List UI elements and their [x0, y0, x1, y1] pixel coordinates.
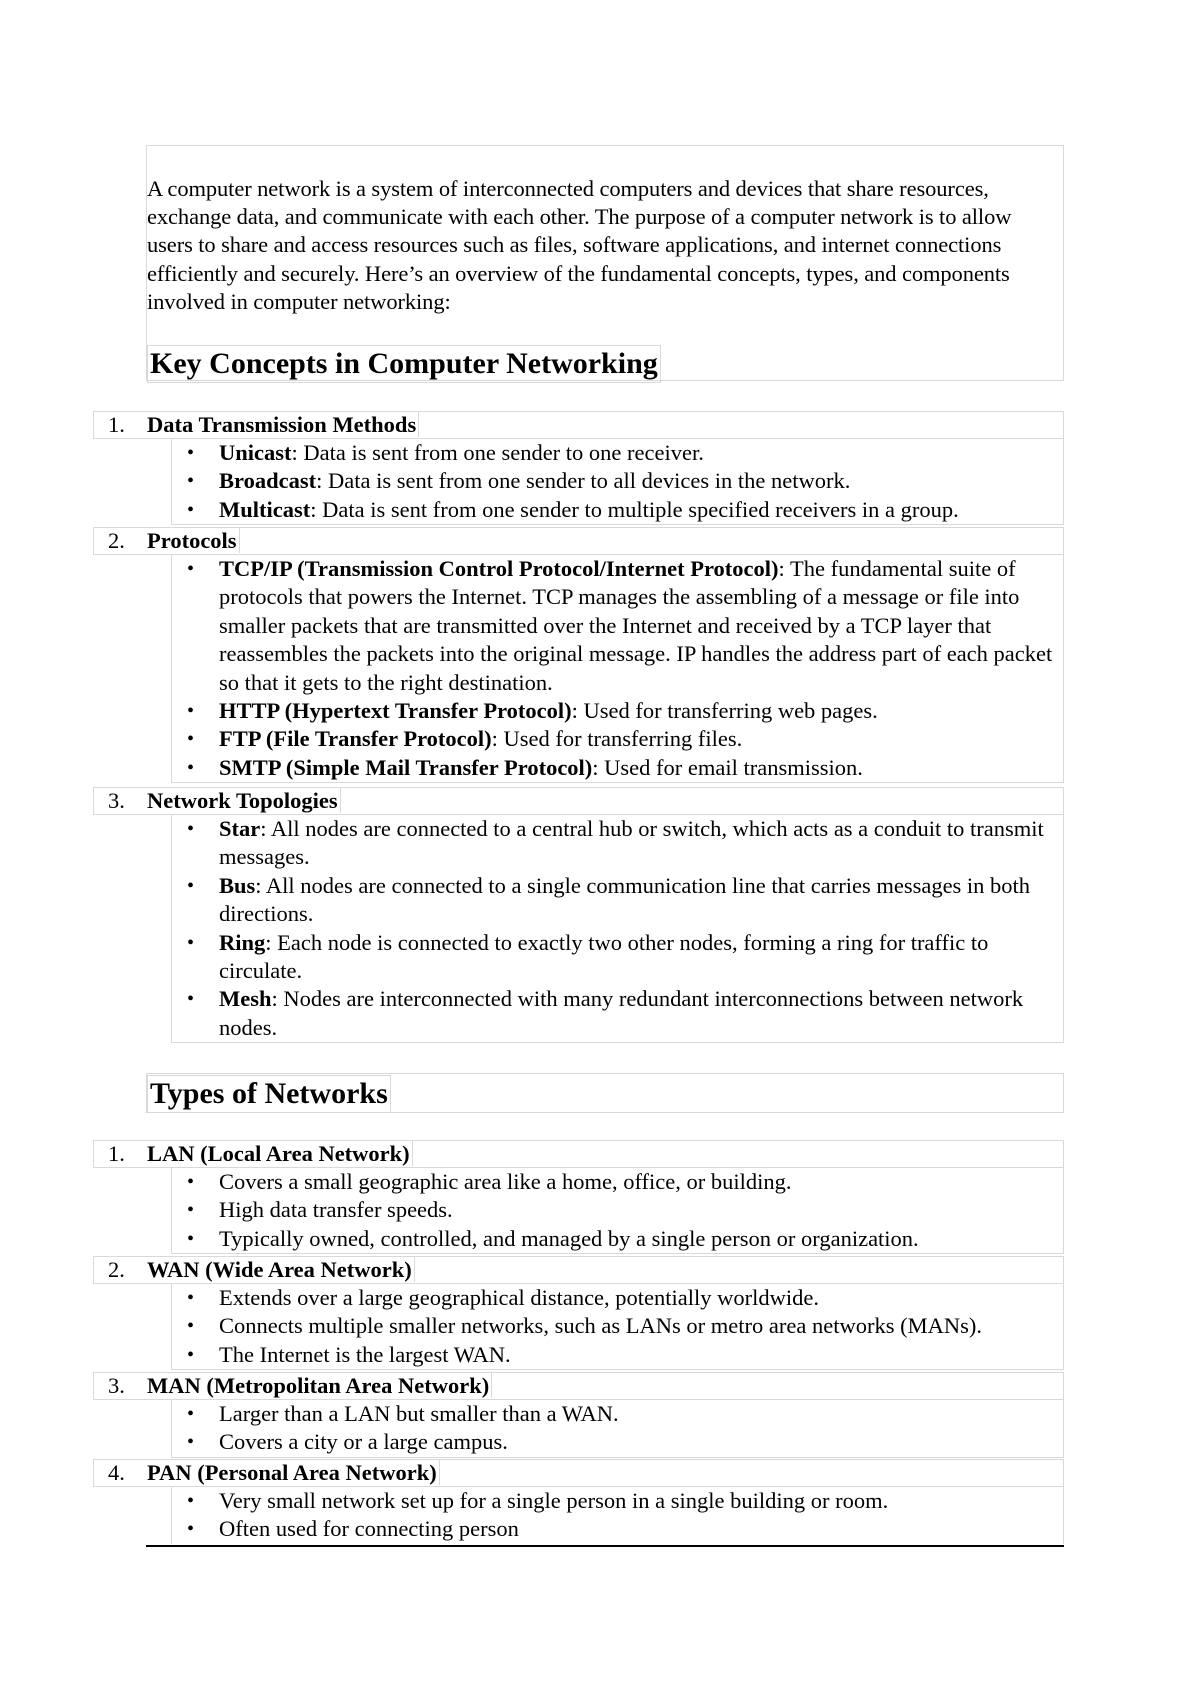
list-item [172, 496, 1063, 524]
bullet-icon: • [187, 470, 195, 493]
item-number: 1. [108, 412, 125, 437]
item-number: 3. [108, 1373, 125, 1398]
bullet-icon: • [187, 558, 195, 580]
list-item [172, 1284, 1063, 1312]
bullet-list [171, 1284, 1064, 1370]
list-item [172, 1168, 1063, 1196]
list-item-number [93, 1459, 1064, 1487]
description: : Used for transferring files. [491, 726, 743, 752]
item-title [147, 528, 240, 554]
list-item [172, 985, 1063, 1042]
term: TCP/IP (Transmission Control Protocol/Internet Protocol) [219, 556, 779, 581]
bullet-icon: • [187, 1343, 195, 1366]
list-item [172, 555, 1063, 697]
list-item [172, 1341, 1063, 1369]
term: Mesh [219, 986, 272, 1012]
item-title-text: Protocols [147, 528, 240, 553]
bullet-icon: • [187, 1490, 195, 1512]
list-item [172, 1515, 1063, 1543]
item-title [147, 1141, 413, 1167]
description: : All nodes are connected to a central hub or switch, which acts as a conduit to transmit messages. [219, 816, 1044, 870]
description: Connects multiple smaller networks, such as LANs or metro area networks (MANs). [219, 1313, 982, 1339]
list-item-number [93, 1256, 1064, 1284]
term: FTP (File Transfer Protocol) [219, 726, 492, 752]
item-title-text: Data Transmission Methods [147, 412, 419, 437]
list-item [172, 872, 1063, 929]
item-title-text: PAN (Personal Area Network) [147, 1460, 440, 1485]
bullet-icon: • [187, 988, 195, 1011]
description: : Used for email transmission. [592, 754, 863, 780]
item-number: 1. [108, 1141, 125, 1166]
bullet-icon: • [187, 874, 195, 897]
item-title-text: WAN (Wide Area Network) [147, 1257, 415, 1282]
description: : Data is sent from one sender to all devices in the network. [316, 468, 851, 494]
list-item [172, 754, 1063, 782]
description: : Data is sent from one sender to one receiver. [291, 440, 704, 465]
description: : Each node is connected to exactly two other nodes, forming a ring for traffic to circulate. [219, 929, 989, 984]
item-number: 3. [108, 788, 125, 813]
bullet-icon: • [187, 1199, 195, 1222]
list-item-number [93, 1140, 1064, 1168]
bullet-icon: • [187, 728, 195, 751]
bullet-icon: • [187, 1315, 195, 1338]
description: : Used for transferring web pages. [571, 698, 878, 724]
term: Ring [219, 929, 266, 955]
bullet-icon: • [187, 1431, 195, 1454]
description: Extends over a large geographical distance, potentially worldwide. [219, 1285, 820, 1310]
list-item [172, 815, 1063, 872]
list-item-number [93, 527, 1064, 555]
item-number: 2. [108, 528, 125, 553]
bullet-list [171, 555, 1064, 783]
bullet-list [171, 439, 1064, 525]
bullet-icon: • [187, 442, 195, 464]
list-item-number [93, 411, 1064, 439]
bullet-icon: • [187, 931, 195, 954]
bullet-icon: • [187, 1403, 195, 1425]
bullet-list [171, 1487, 1064, 1544]
list-item-number [93, 787, 1064, 815]
intro-paragraph: A computer network is a system of interconnected computers and devices that share resources, exchange data, and communicate with each other. The purpose of a computer network is to allow users to share and access resources such as files, software applications, and internet connections efficiently and securely. Here’s an overview of the fundamental concepts, types, and components involved in computer networking: [147, 176, 1012, 314]
bullet-icon: • [187, 700, 195, 723]
item-title [147, 1257, 415, 1283]
item-title [147, 1460, 440, 1486]
bullet-icon: • [187, 1171, 195, 1193]
list-item-number [93, 1372, 1064, 1400]
description: High data transfer speeds. [219, 1197, 453, 1223]
bullet-list [171, 1168, 1064, 1254]
description: Covers a small geographic area like a home, office, or building. [219, 1169, 792, 1194]
list-item [172, 1312, 1063, 1340]
list-item [172, 929, 1063, 986]
item-title [147, 1373, 492, 1399]
list-item [172, 1400, 1063, 1428]
section-heading-types: Types of Networks [147, 1075, 391, 1113]
bullet-icon: • [187, 1287, 195, 1309]
term: Unicast [219, 440, 292, 465]
item-number: 4. [108, 1460, 125, 1485]
term: SMTP (Simple Mail Transfer Protocol) [219, 754, 593, 780]
description: : The fundamental suite of protocols that powers the Internet. TCP manages the assembling of a message or file into smaller packets that are transmitted over the Internet and received by a TCP layer that reassembles the packets into the original message. IP handles the address part of each packet so that it gets to the right destination. [219, 556, 1053, 695]
section-heading-key-concepts: Key Concepts in Computer Networking [147, 345, 661, 383]
description: : All nodes are connected to a single communication line that carries messages in both directions. [219, 872, 1031, 927]
item-title-text: LAN (Local Area Network) [147, 1141, 413, 1166]
term: Bus [219, 872, 256, 898]
term: Star [219, 816, 261, 841]
description: : Nodes are interconnected with many redundant interconnections between network nodes. [219, 986, 1024, 1040]
item-title-text: MAN (Metropolitan Area Network) [147, 1373, 492, 1398]
bullet-icon: • [187, 818, 195, 840]
description: Typically owned, controlled, and managed by a single person or organization. [219, 1225, 919, 1251]
description: : Data is sent from one sender to multiple specified receivers in a group. [310, 496, 959, 522]
bullet-icon: • [187, 1227, 195, 1250]
term: Broadcast [219, 468, 317, 494]
item-title [147, 412, 419, 438]
list-item [172, 725, 1063, 753]
description: Covers a city or a large campus. [219, 1429, 508, 1455]
list-item [172, 697, 1063, 725]
bullet-list [171, 1400, 1064, 1458]
bullet-icon: • [187, 498, 195, 521]
list-item [172, 1487, 1063, 1515]
list-item [172, 1428, 1063, 1456]
description: Very small network set up for a single person in a single building or room. [219, 1488, 889, 1513]
description: Often used for connecting person [219, 1516, 519, 1542]
bullet-icon: • [187, 756, 195, 779]
item-number: 2. [108, 1257, 125, 1282]
list-item [172, 439, 1063, 467]
term: Multicast [219, 496, 311, 522]
bullet-icon: • [187, 1518, 195, 1541]
term: HTTP (Hypertext Transfer Protocol) [219, 698, 572, 724]
item-title [147, 788, 341, 814]
list-item [172, 467, 1063, 495]
list-item [172, 1196, 1063, 1224]
description: The Internet is the largest WAN. [219, 1341, 511, 1367]
bullet-list [171, 815, 1064, 1043]
item-title-text: Network Topologies [147, 788, 341, 813]
list-item [172, 1225, 1063, 1253]
description: Larger than a LAN but smaller than a WAN. [219, 1401, 619, 1426]
bottom-rule [146, 1545, 1064, 1547]
